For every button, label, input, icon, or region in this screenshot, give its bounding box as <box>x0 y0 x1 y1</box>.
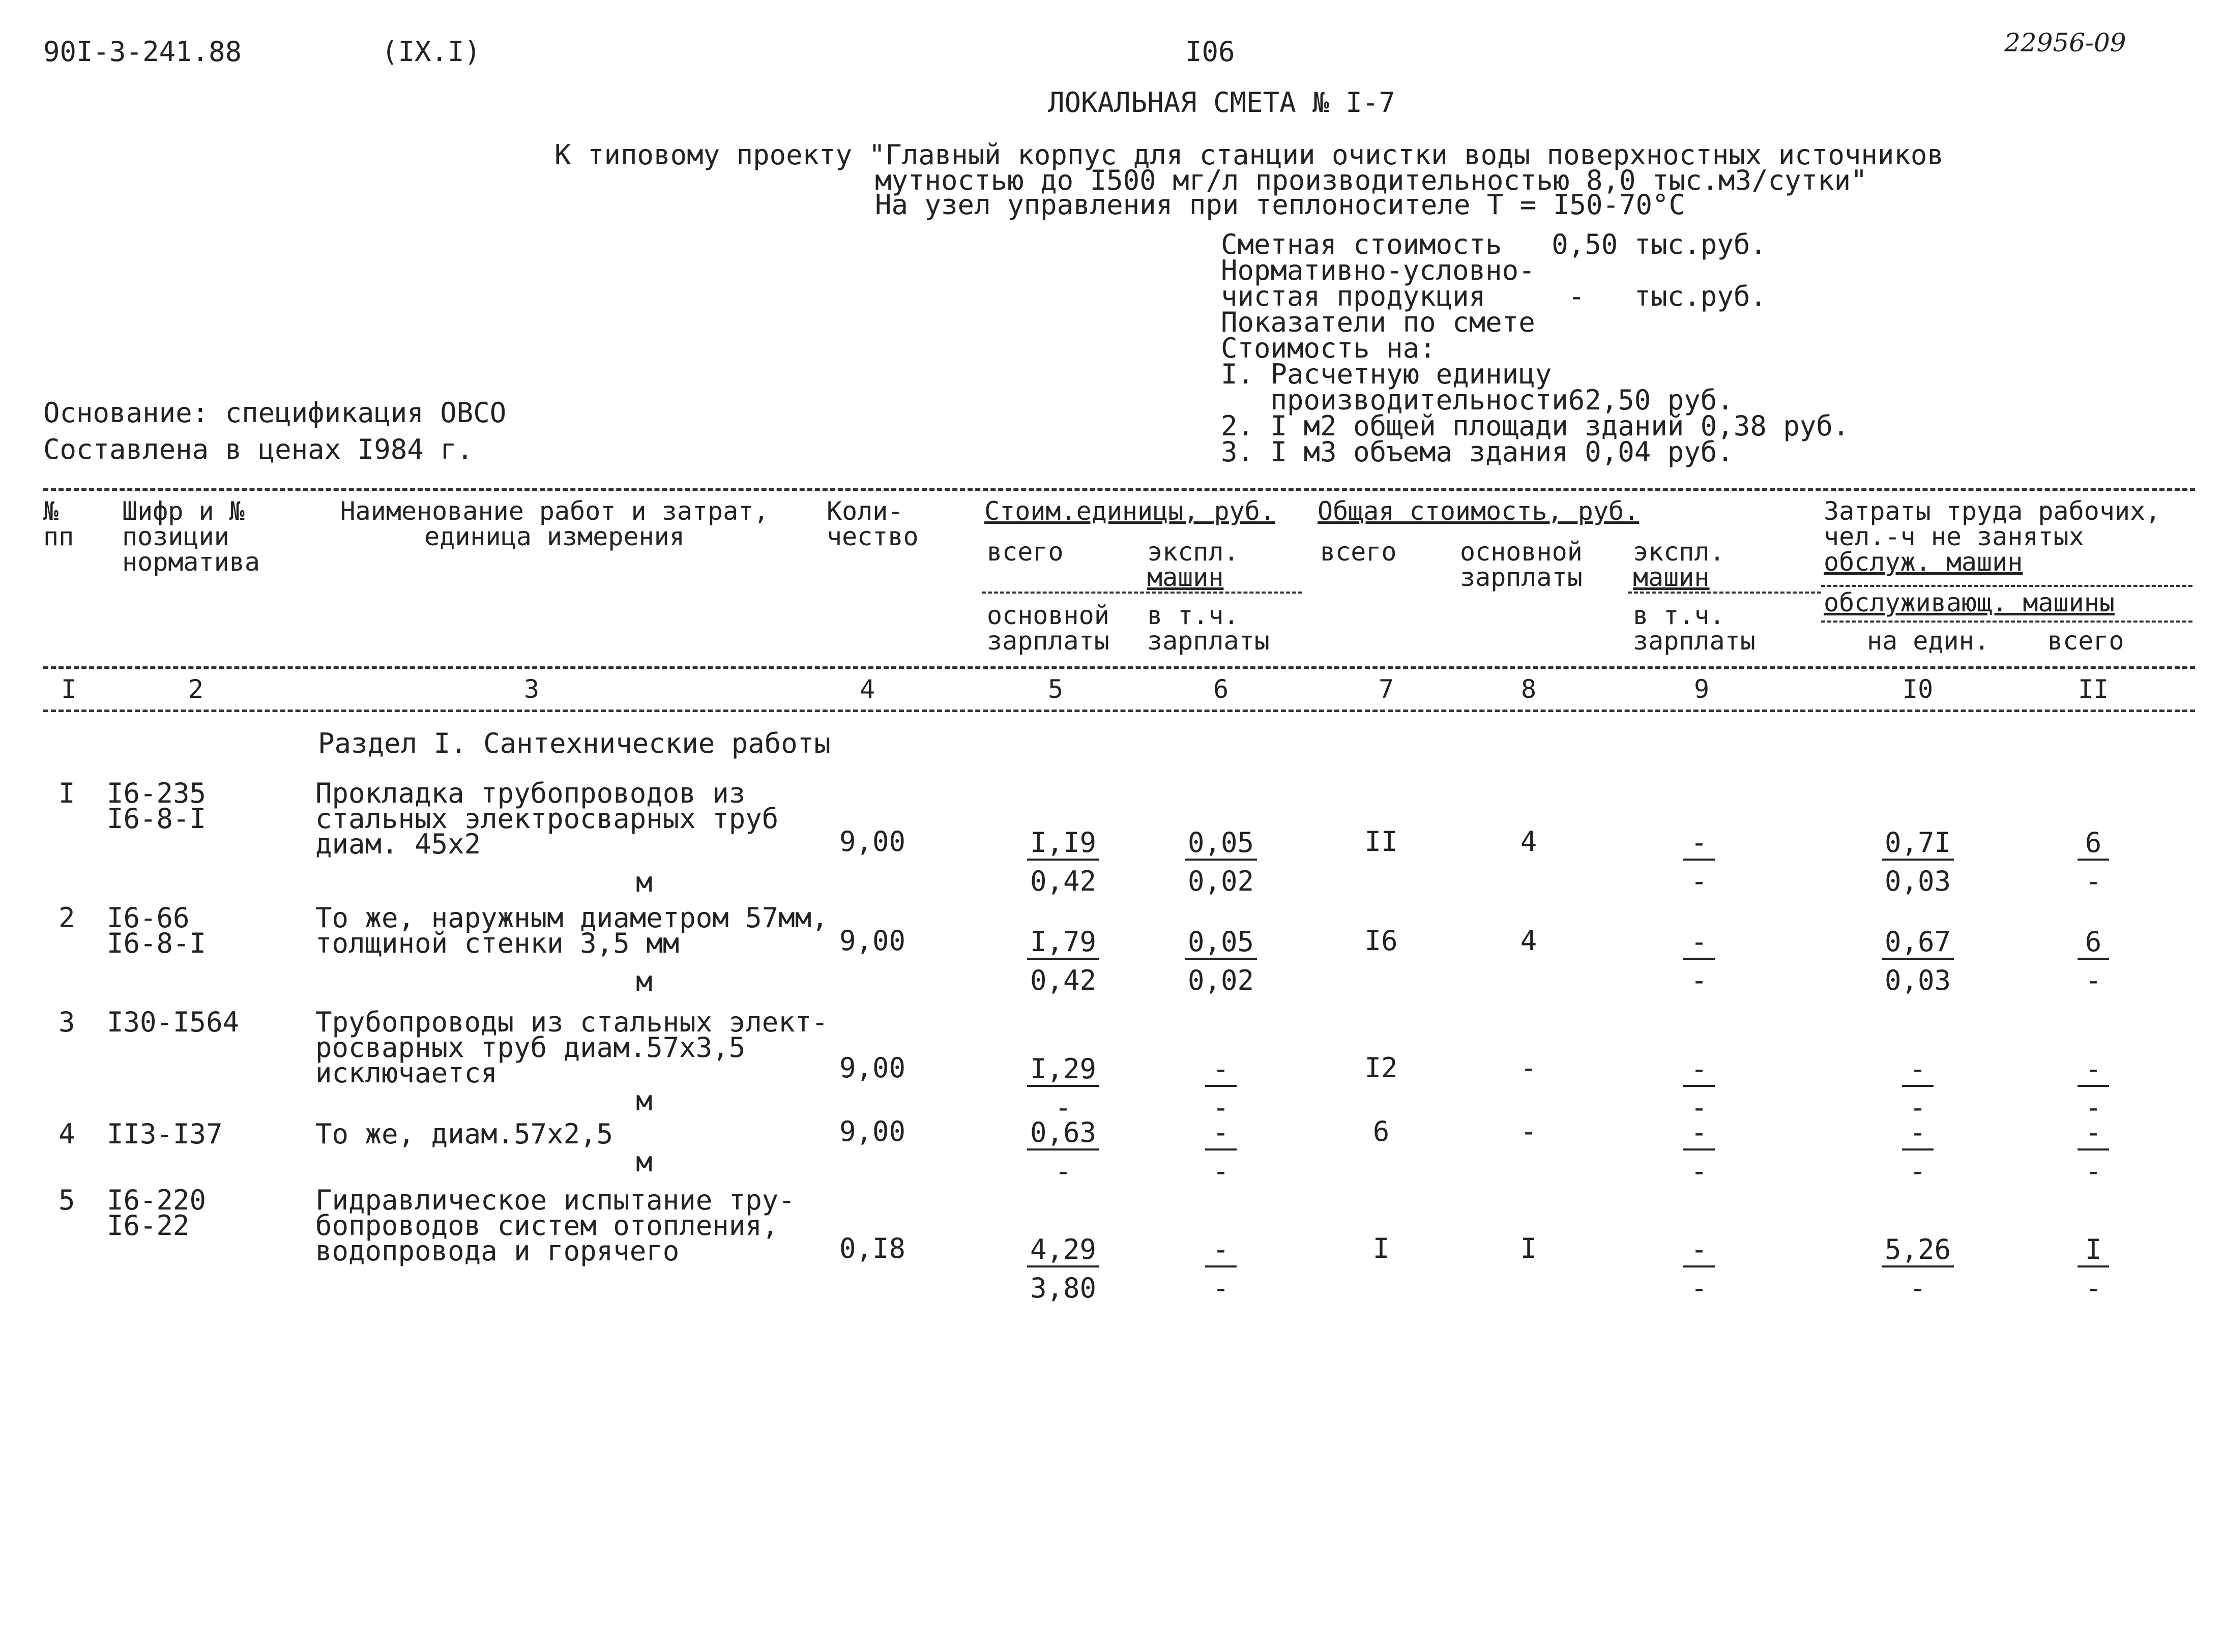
labor-per-unit-fraction: - - <box>1841 1119 1994 1185</box>
column-number: II <box>2078 674 2109 704</box>
basis-text: Основание: спецификация ОВСО <box>43 397 507 429</box>
header-labor-machine-service: обслуживающ. машины <box>1824 588 2115 617</box>
document-title: ЛОКАЛЬНАЯ СМЕТА № I-7 <box>1048 86 1395 119</box>
unit-machine-fraction: - - <box>1150 1055 1292 1122</box>
row-number: 4 <box>58 1118 75 1150</box>
labor-per-unit-fraction: - - <box>1841 1055 1994 1122</box>
column-number: 4 <box>860 674 875 704</box>
row-quantity: 9,00 <box>839 925 906 957</box>
unit-cost-fraction: $\frac{4,29}{3,80}$ <box>992 1236 1134 1302</box>
unit-machine-fraction: $\frac{0,05}{0,02}$ <box>1150 829 1292 895</box>
labor-total-fraction: - - <box>2030 1055 2157 1122</box>
row-work-name: Трубопроводы из стальных элект- росварных труб диам.57х3,5 исключается <box>315 1006 828 1089</box>
row-work-name: Прокладка трубопроводов из стальных электросварных труб диам. 45х2 <box>315 777 779 860</box>
summary-line: Сметная стоимость 0,50 тыс.руб. <box>1221 228 1767 260</box>
total-machine-fraction: - - <box>1628 1119 1770 1185</box>
unit-cost-sub-rule <box>982 592 1302 594</box>
unit-cost-fraction: I,29 - <box>992 1055 1134 1122</box>
header-total-cost: Общая стоимость, руб. <box>1318 496 1640 526</box>
header-total-machines: экспл. машин <box>1633 537 1725 592</box>
row-code: I6-220 I6-22 <box>107 1184 207 1242</box>
header-labor-total: всего <box>2047 626 2124 656</box>
row-unit: м <box>636 1146 653 1178</box>
row-code: I6-66 I6-8-I <box>107 902 207 959</box>
total-machine-fraction: - - <box>1628 829 1770 895</box>
total-cost: I <box>1372 1232 1390 1264</box>
header-total-base-salary: основной зарплаты <box>1460 537 1583 592</box>
header-rule-bottom <box>43 710 2195 712</box>
labor-sub-rule-2 <box>1821 621 2192 623</box>
row-code: I30-I564 <box>107 1006 240 1038</box>
header-unit-total: всего <box>987 537 1064 567</box>
summary-line: 2. I м2 общей площади зданий 0,38 руб. <box>1221 410 1850 442</box>
registration-number: 22956-09 <box>2004 28 2126 57</box>
labor-per-unit-fraction: 5,26 - <box>1841 1236 1994 1302</box>
column-number: 8 <box>1521 674 1537 704</box>
header-rule-top <box>43 488 2195 491</box>
row-unit: м <box>636 866 653 898</box>
subtitle-line-1: К типовому проекту "Главный корпус для станции очистки воды поверхностных источников <box>554 139 1944 171</box>
header-labor: Затраты труда рабочих, чел.-ч не занятых обслуж. машин <box>1824 496 2161 577</box>
row-work-name: То же, диам.57х2,5 <box>315 1118 613 1150</box>
column-number: 6 <box>1213 674 1229 704</box>
header-number: № пп <box>43 496 74 551</box>
labor-total-fraction: - - <box>2030 1119 2157 1185</box>
labor-total-fraction: 6 - <box>2030 928 2157 994</box>
labor-per-unit-fraction: $\frac{0,67}{0,03}$ <box>1841 928 1994 994</box>
column-number: I0 <box>1903 674 1934 704</box>
header-unit-machines: экспл. машин <box>1147 537 1239 592</box>
summary-line: 3. I м3 объема здания 0,04 руб. <box>1221 436 1734 468</box>
labor-sub-rule <box>1821 585 2192 587</box>
row-unit: м <box>636 1085 653 1117</box>
section-title: Раздел I. Сантехнические работы <box>318 727 831 759</box>
summary-line: Показатели по смете <box>1221 306 1535 338</box>
unit-cost-fraction: $\frac{I,79}{0,42}$ <box>992 928 1134 994</box>
total-machine-fraction: - - <box>1628 1236 1770 1302</box>
unit-machine-fraction: $\frac{0,05}{0,02}$ <box>1150 928 1292 994</box>
unit-machine-fraction: - - <box>1150 1119 1292 1185</box>
unit-cost-fraction: $\frac{I,I9}{0,42}$ <box>992 829 1134 895</box>
row-unit: м <box>636 965 653 997</box>
row-quantity: 0,I8 <box>839 1232 906 1264</box>
summary-line: производительности62,50 руб. <box>1221 384 1734 416</box>
total-base-salary: 4 <box>1520 925 1537 957</box>
row-code: I6-235 I6-8-I <box>107 777 207 835</box>
header-unit-cost: Стоим.единицы, руб. <box>984 496 1275 526</box>
page-number: I06 <box>1185 36 1235 68</box>
summary-line: Нормативно-условно- <box>1221 254 1535 286</box>
total-cost: 6 <box>1372 1115 1390 1147</box>
total-cost: I2 <box>1364 1052 1398 1084</box>
summary-line: I. Расчетную единицу <box>1221 358 1552 390</box>
row-number: 2 <box>58 902 75 934</box>
column-number: 2 <box>188 674 204 704</box>
row-number: I <box>58 777 75 809</box>
column-number: 9 <box>1694 674 1710 704</box>
subtitle-line-3: На узел управления при теплоносителе Т = I50-70°С <box>875 189 1686 221</box>
header-unit-incl-salary: в т.ч. зарплаты <box>1147 601 1270 656</box>
total-machine-fraction: - - <box>1628 928 1770 994</box>
subtitle-line-2: мутностью до I500 мг/л производительностью 8,0 тыс.м3/сутки" <box>875 164 1867 196</box>
header-total-all: всего <box>1320 537 1397 567</box>
total-base-salary: - <box>1520 1115 1537 1147</box>
row-number: 3 <box>58 1006 75 1038</box>
summary-line: Стоимость на: <box>1221 332 1436 364</box>
total-cost: II <box>1364 825 1398 858</box>
price-base-text: Составлена в ценах I984 г. <box>43 433 474 465</box>
total-base-salary: 4 <box>1520 825 1537 858</box>
header-quantity: Коли- чество <box>827 496 919 551</box>
column-number: 3 <box>524 674 540 704</box>
unit-cost-fraction: 0,63 - <box>992 1119 1134 1185</box>
row-quantity: 9,00 <box>839 825 906 858</box>
total-machine-fraction: - - <box>1628 1055 1770 1122</box>
row-quantity: 9,00 <box>839 1115 906 1147</box>
labor-total-fraction: 6 - <box>2030 829 2157 895</box>
header-rule-middle <box>43 666 2195 669</box>
header-code: Шифр и № позиции норматива <box>122 496 260 577</box>
total-base-salary: I <box>1520 1232 1537 1264</box>
labor-total-fraction: I - <box>2030 1236 2157 1302</box>
row-work-name: То же, наружным диаметром 57мм, толщиной стенки 3,5 мм <box>315 902 828 959</box>
header-work-name: Наименование работ и затрат, единица измерения <box>340 496 769 551</box>
document-code: 90I-3-241.88 <box>43 36 242 68</box>
row-quantity: 9,00 <box>839 1052 906 1084</box>
header-labor-per-unit: на един. <box>1867 626 1990 656</box>
row-code: II3-I37 <box>107 1118 223 1150</box>
row-number: 5 <box>58 1184 75 1216</box>
total-cost: I6 <box>1364 925 1398 957</box>
labor-per-unit-fraction: $\frac{0,7I}{0,03}$ <box>1841 829 1994 895</box>
album-number: (IX.I) <box>382 36 481 68</box>
unit-machine-fraction: - - <box>1150 1236 1292 1302</box>
column-number: 7 <box>1379 674 1394 704</box>
summary-line: чистая продукция - тыс.руб. <box>1221 280 1767 312</box>
header-total-incl-salary: в т.ч. зарплаты <box>1633 601 1756 656</box>
column-number: I <box>61 674 77 704</box>
row-work-name: Гидравлическое испытание тру- бопроводов систем отопления, водопровода и горячего <box>315 1184 795 1267</box>
total-base-salary: - <box>1520 1052 1537 1084</box>
column-number: 5 <box>1048 674 1064 704</box>
cost-summary <box>1221 228 1850 468</box>
header-unit-base-salary: основной зарплаты <box>987 601 1109 656</box>
